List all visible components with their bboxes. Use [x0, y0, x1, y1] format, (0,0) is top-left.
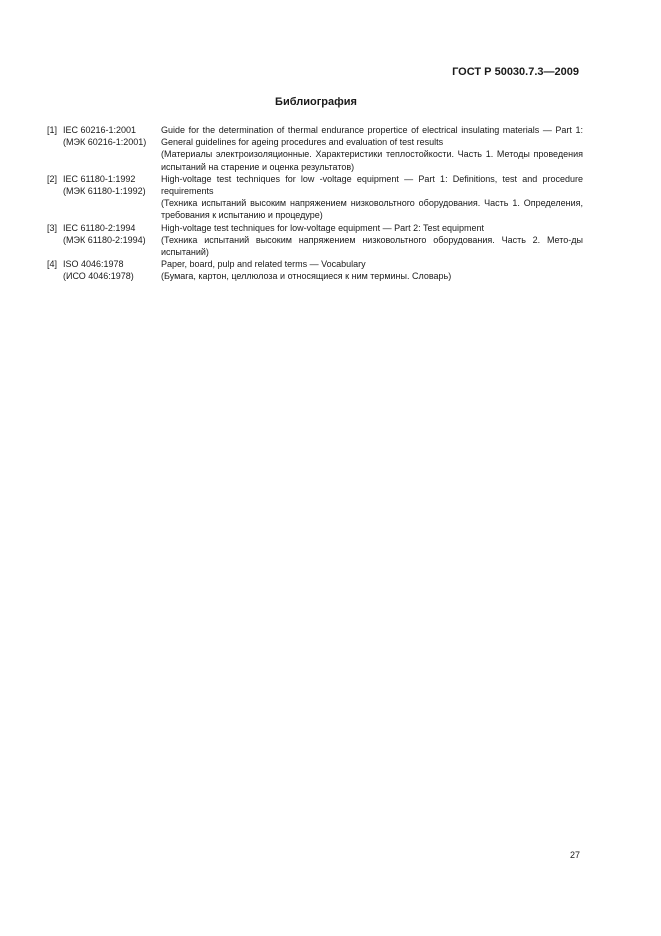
- standard-code-ru: (ИСО 4046:1978): [63, 271, 134, 282]
- title-ru: (Бумага, картон, целлюлоза и относящиеся к ним термины. Словарь): [161, 271, 452, 282]
- entry-number: [4]: [47, 259, 58, 270]
- entry-standard: [63, 222, 161, 259]
- standard-code: ISO 4046:1978: [63, 259, 124, 270]
- bibliography-entry: [47, 173, 583, 222]
- entry-description: [161, 258, 583, 282]
- title-en: Paper, board, pulp and related terms — Vocabulary: [161, 259, 366, 270]
- entry-description: [161, 173, 583, 222]
- bibliography-entry: [47, 258, 583, 282]
- standard-code: IEC 61180-2:1994: [63, 222, 136, 233]
- standard-code: IEC 61180-1:1992: [63, 173, 136, 184]
- bibliography-entry: [47, 222, 583, 259]
- title-ru: (Техника испытаний высоким напряжением низковольтного оборудования. Часть 1. Определения, требования к испытанию и процедуре): [161, 198, 583, 221]
- entry-description: [161, 222, 583, 259]
- title-en: High-voltage test techniques for low -voltage equipment — Part 1: Definitions, test and procedure requirements: [161, 173, 583, 197]
- doc-code: ГОСТ Р 50030.7.3—2009: [452, 66, 579, 78]
- entry-number: [2]: [47, 173, 58, 184]
- standard-code: IEC 60216-1:2001: [63, 125, 137, 135]
- page-number: 27: [569, 850, 580, 860]
- title-en: High-voltage test techniques for low-voltage equipment — Part 2: Test equipment: [161, 222, 485, 233]
- title-ru: (Материалы электроизоляционные. Характеристики теплостойкости. Часть 1. Методы проведения испытаний на старение и оценка результатов): [161, 149, 583, 172]
- standard-code-ru: (МЭК 61180-2:1994): [63, 234, 146, 245]
- standard-code-ru: (МЭК 61180-1:1992): [63, 186, 146, 197]
- title-ru: (Техника испытаний высоким напряжением низковольтного оборудования. Часть 2. Мето-ды испытаний): [161, 234, 583, 258]
- entry-standard: [63, 124, 161, 173]
- entry-standard: [63, 258, 161, 282]
- standard-code-ru: (МЭК 60216-1:2001): [63, 137, 147, 148]
- entry-description: [161, 124, 583, 173]
- entry-number: [1]: [47, 125, 58, 135]
- entry-number: [3]: [47, 222, 58, 233]
- bibliography-title: Библиография: [275, 96, 357, 108]
- title-en: Guide for the determination of thermal endurance propertice of electrical insulating materials — Part 1: General guidelines for ageing procedures and evaluation of test results: [161, 125, 583, 148]
- bibliography-list: [47, 124, 583, 283]
- bibliography-entry: [47, 124, 583, 173]
- entry-standard: [63, 173, 161, 222]
